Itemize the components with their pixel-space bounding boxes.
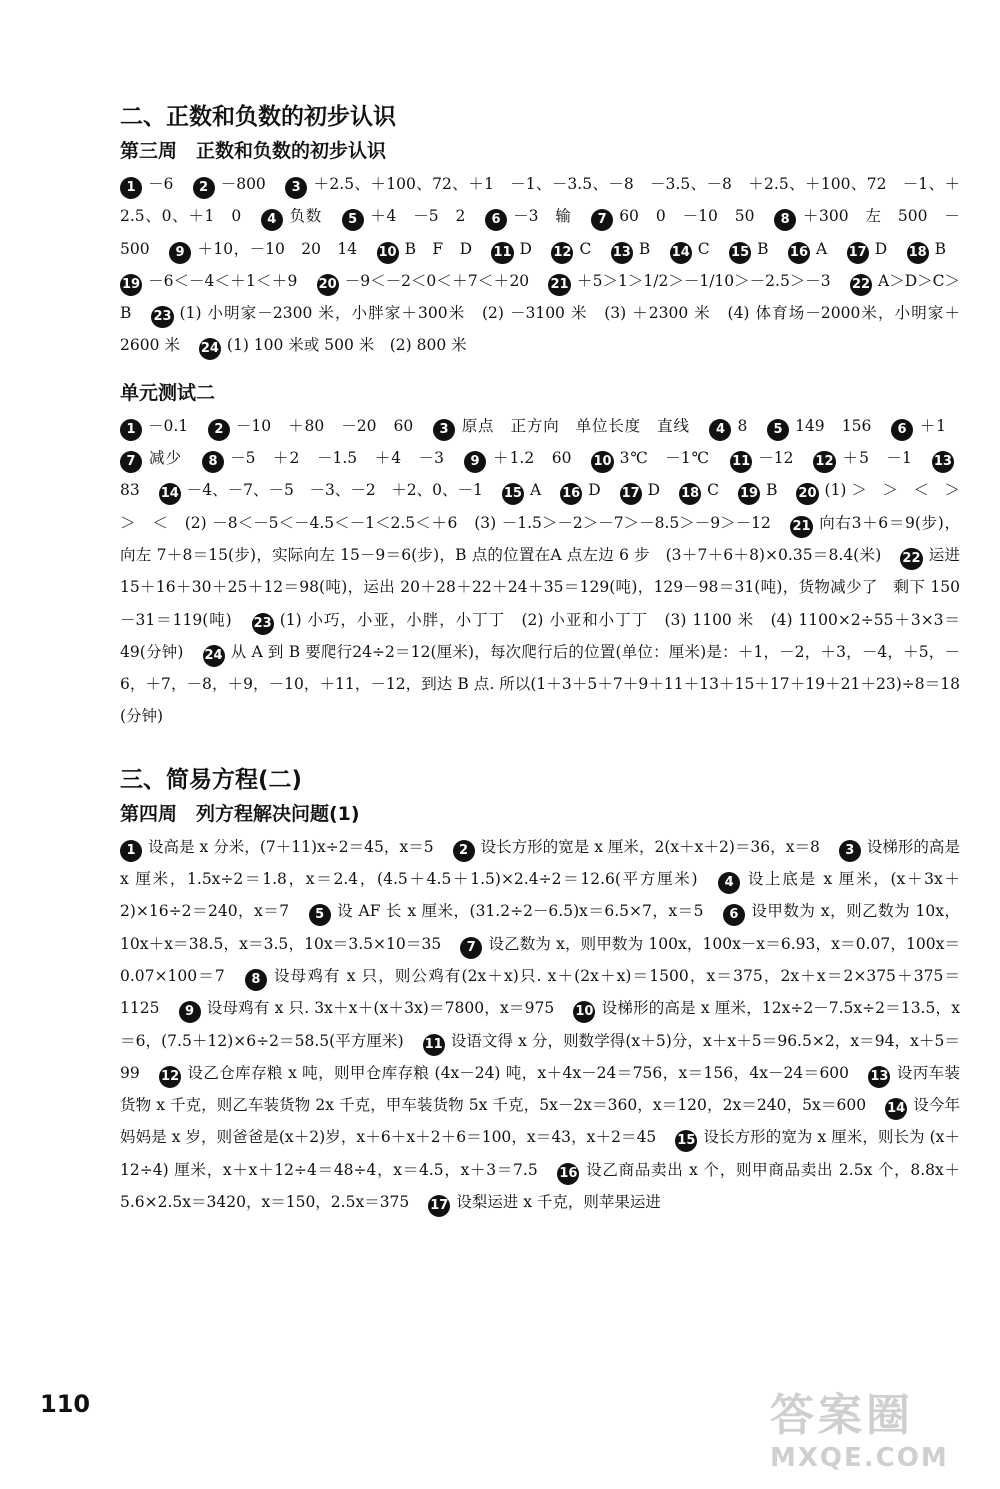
answer-text: 减少 bbox=[148, 449, 183, 468]
answer-text: A bbox=[529, 481, 542, 500]
answer-item bbox=[309, 902, 718, 923]
answer-paragraph bbox=[120, 410, 976, 733]
question-number-badge: 11 bbox=[491, 242, 513, 264]
answer-text: 149 156 bbox=[795, 416, 872, 435]
answer-item bbox=[679, 481, 733, 502]
answer-item bbox=[551, 240, 605, 258]
answer-item bbox=[464, 449, 586, 470]
answer-text: C bbox=[697, 239, 710, 258]
answer-text: 设丙车装货物 x 千克，则乙车装货物 2x 千克，甲车装货物 5x 千克，5x－2x＝360，x＝120，2x＝240，5x＝600 bbox=[120, 1063, 960, 1115]
answer-item bbox=[591, 207, 768, 228]
question-number-badge: 24 bbox=[203, 645, 225, 667]
question-number-badge: 15 bbox=[729, 242, 751, 264]
question-number-badge: 11 bbox=[730, 451, 752, 473]
question-number-badge: 20 bbox=[317, 274, 339, 296]
answer-item bbox=[502, 481, 555, 502]
answer-text: ＋300 左 500 －500 bbox=[120, 207, 960, 258]
question-number-badge: 1 bbox=[120, 840, 142, 862]
answer-item bbox=[591, 449, 724, 470]
answer-item bbox=[611, 240, 664, 258]
answer-text: 设母鸡有 x 只. 3x＋x＋(x＋3x)＝7800，x＝975 bbox=[206, 999, 555, 1018]
answer-text: 60 0 －10 50 bbox=[619, 207, 755, 226]
question-number-badge: 15 bbox=[502, 483, 524, 505]
answer-item bbox=[202, 449, 458, 470]
answer-text: 设梯形的高是 x 厘米，12x÷2－7.5x÷2＝13.5，x＝6，(7.5＋12)×6÷2＝58.5(平方厘米) bbox=[120, 999, 960, 1050]
answer-item bbox=[788, 240, 841, 258]
question-number-badge: 14 bbox=[670, 242, 692, 264]
question-number-badge: 12 bbox=[813, 451, 835, 473]
question-number-badge: 13 bbox=[611, 242, 633, 264]
answer-item bbox=[120, 643, 960, 726]
answer-text: －6＜－4＜＋1＜＋9 bbox=[148, 271, 298, 290]
answer-item bbox=[317, 272, 544, 290]
answer-item bbox=[208, 417, 427, 435]
page-number: 110 bbox=[40, 1390, 91, 1418]
section-title: 二、正数和负数的初步认识 bbox=[120, 104, 396, 130]
question-number-badge: 18 bbox=[679, 483, 701, 505]
answer-item bbox=[491, 240, 546, 258]
answer-text: 设高是 x 分米，(7＋11)x÷2＝45，x＝5 bbox=[148, 837, 434, 856]
question-number-badge: 9 bbox=[464, 451, 486, 473]
answer-text: B bbox=[757, 239, 769, 258]
answer-item bbox=[891, 417, 960, 435]
question-number-badge: 2 bbox=[453, 840, 475, 862]
answer-text: (1) ＞ ＞ ＜ ＞ ＞ ＜ (2) －8＜－5＜－4.5＜－1＜2.5＜＋6 (3) －1.5＞－2＞－7＞－8.5＞－9＞－12 bbox=[120, 481, 976, 532]
answer-text: C bbox=[579, 239, 592, 258]
question-number-badge: 5 bbox=[342, 209, 364, 231]
question-number-badge: 10 bbox=[591, 451, 613, 473]
answer-item bbox=[767, 417, 885, 435]
answer-text: 设甲数为 x，则乙数为 10x，10x＋x＝38.5，x＝3.5，10x＝3.5×10＝35 bbox=[120, 902, 961, 953]
answer-text: 运进 15＋16＋30＋25＋12＝98(吨)，运出 20＋28＋22＋24＋35＝129(吨)，129－98＝31(吨)，货物减少了 剩下 150－31＝119(吨) bbox=[120, 545, 960, 629]
block-heading: 单元测试二 bbox=[120, 381, 216, 404]
block-gap bbox=[120, 362, 960, 376]
answer-text: 设 AF 长 x 厘米，(31.2÷2－6.5)x＝6.5×7，x＝5 bbox=[336, 902, 704, 921]
answer-item bbox=[560, 481, 615, 502]
answer-text: D bbox=[647, 481, 661, 500]
answer-text: 设语文得 x 分，则数学得(x＋5)分，x＋x＋5＝96.5×2，x＝94，x＋5＝99 bbox=[120, 1031, 960, 1082]
answer-text: 设乙仓库存粮 x 吨，则甲仓库存粮 (4x－24) 吨，x＋4x－24＝756，x＝156，4x－24＝600 bbox=[187, 1063, 850, 1082]
question-number-badge: 8 bbox=[774, 209, 796, 231]
answer-item bbox=[485, 207, 585, 228]
answer-text: 负数 bbox=[288, 207, 322, 226]
answer-text: －3 输 bbox=[513, 207, 572, 226]
answer-item bbox=[729, 240, 782, 258]
answer-text: 设梨运进 x 千克，则苹果运进 bbox=[456, 1193, 661, 1212]
answer-text: 3℃ －1℃ bbox=[619, 449, 711, 468]
question-number-badge: 4 bbox=[718, 872, 740, 894]
answer-item bbox=[342, 207, 480, 228]
answer-text: 从 A 到 B 要爬行24÷2＝12(厘米)，每次爬行后的位置(单位：厘米)是：＋1，－2，＋3，－4，＋5，－6，＋7，－8，＋9，－10，＋11，－12，到达 B 点. 所以(1＋3＋5＋7＋9＋11＋13＋15＋17＋19＋21＋23)÷8＝18 (分钟) bbox=[120, 642, 960, 726]
answer-text: ＋2.5、＋100、72、＋1 －1、－3.5、－8 －3.5、－8 ＋2.5、＋100、72 －1、＋2.5、0、＋1 0 bbox=[120, 175, 960, 226]
answer-text: ＋1 bbox=[919, 416, 946, 435]
question-number-badge: 15 bbox=[675, 1130, 697, 1152]
watermark-logo bbox=[770, 1379, 970, 1473]
question-number-badge: 7 bbox=[591, 209, 613, 231]
answer-text: －10 ＋80 －20 60 bbox=[235, 416, 414, 435]
question-number-badge: 16 bbox=[557, 1163, 579, 1185]
answer-text: (1) 小明家－2300 米，小胖家＋300米 (2) －3100 米 (3) ＋2300 米 (4) 体育场－2000米，小明家＋2600 米 bbox=[120, 304, 960, 355]
question-number-badge: 9 bbox=[179, 1001, 201, 1023]
answer-item bbox=[847, 240, 902, 258]
question-number-badge: 5 bbox=[309, 904, 331, 926]
question-number-badge: 13 bbox=[932, 451, 954, 473]
answer-item bbox=[907, 240, 960, 258]
answer-item bbox=[199, 336, 481, 357]
question-number-badge: 2 bbox=[208, 419, 230, 441]
question-number-badge: 18 bbox=[907, 242, 929, 264]
answer-item bbox=[738, 481, 791, 502]
answer-item bbox=[548, 272, 844, 290]
question-number-badge: 17 bbox=[620, 483, 642, 505]
question-number-badge: 17 bbox=[428, 1195, 450, 1217]
section-gap bbox=[120, 733, 960, 763]
question-number-badge: 6 bbox=[891, 419, 913, 441]
question-number-badge: 23 bbox=[151, 306, 173, 328]
question-number-badge: 19 bbox=[738, 483, 760, 505]
question-number-badge: 24 bbox=[199, 338, 221, 360]
question-number-badge: 19 bbox=[120, 274, 142, 296]
question-number-badge: 16 bbox=[788, 242, 810, 264]
question-number-badge: 5 bbox=[767, 419, 789, 441]
answer-text: 设长方形的宽是 x 厘米，2(x＋x＋2)＝36，x＝8 bbox=[480, 837, 820, 856]
question-number-badge: 4 bbox=[261, 209, 283, 231]
question-number-badge: 3 bbox=[433, 419, 455, 441]
question-number-badge: 22 bbox=[850, 274, 872, 296]
question-number-badge: 2 bbox=[193, 177, 215, 199]
answer-text: －12 bbox=[758, 449, 794, 468]
answer-item bbox=[120, 449, 196, 470]
answer-text: B bbox=[766, 481, 778, 500]
question-number-badge: 6 bbox=[723, 904, 745, 926]
question-number-badge: 7 bbox=[120, 451, 142, 473]
answer-text: ＋5 －1 bbox=[841, 449, 912, 468]
block-heading: 第四周 列方程解决问题(1) bbox=[120, 802, 360, 825]
answer-text: B bbox=[638, 239, 651, 258]
answer-text: D bbox=[874, 239, 888, 258]
answer-item bbox=[620, 481, 675, 502]
question-number-badge: 13 bbox=[868, 1066, 890, 1088]
question-number-badge: 7 bbox=[460, 937, 482, 959]
answer-text: B F D bbox=[404, 239, 473, 258]
answer-text: －5 ＋2 －1.5 ＋4 －3 bbox=[230, 449, 445, 468]
answer-text: (1) 小巧，小亚，小胖，小丁丁 (2) 小亚和小丁丁 (3) 1100 米 (4) 1100×2÷55＋3×3＝49(分钟) bbox=[120, 610, 961, 661]
answer-text: (1) 100 米或 500 米 (2) 800 米 bbox=[226, 336, 467, 355]
answer-text: ＋5＞1＞1/2＞－1/10＞－2.5＞－3 bbox=[576, 271, 831, 290]
answer-text: ＋4 －5 2 bbox=[369, 207, 466, 226]
question-number-badge: 14 bbox=[885, 1098, 907, 1120]
answer-item bbox=[179, 999, 569, 1020]
section bbox=[120, 100, 976, 733]
answer-text: 设母鸡有 x 只，则公鸡有(2x＋x)只. x＋(2x＋x)＝1500，x＝375，2x＋x＝2×375＋375＝1125 bbox=[120, 966, 960, 1018]
answer-text: A＞D＞C＞B bbox=[120, 271, 961, 323]
section bbox=[120, 733, 960, 1219]
question-number-badge: 23 bbox=[252, 613, 274, 635]
answer-text: ＋10，－10 20 14 bbox=[197, 239, 358, 258]
question-number-badge: 16 bbox=[560, 483, 582, 505]
answer-item bbox=[120, 175, 187, 193]
answer-text: B bbox=[934, 239, 947, 258]
answer-item bbox=[169, 240, 371, 258]
question-number-badge: 8 bbox=[202, 451, 224, 473]
answer-item bbox=[261, 207, 336, 228]
answer-text: 设乙商品卖出 x 个，则甲商品卖出 2.5x 个，8.8x＋5.6×2.5x＝3420，x＝150，2.5x＝375 bbox=[120, 1160, 960, 1212]
answer-text: ＋1.2 60 bbox=[492, 449, 572, 468]
answer-text: 设梯形的高是 x 厘米，1.5x÷2＝1.8，x＝2.4，(4.5＋4.5＋1.5)×2.4÷2＝12.6(平方厘米) bbox=[120, 837, 960, 889]
answer-text: 设今年妈妈是 x 岁，则爸爸是(x＋2)岁，x＋6＋x＋2＋6＝100，x＝43，x＋2＝45 bbox=[120, 1096, 960, 1147]
answer-text: D bbox=[588, 481, 601, 500]
question-number-badge: 9 bbox=[169, 242, 191, 264]
answer-text: 83 bbox=[120, 481, 140, 500]
answer-item bbox=[730, 449, 807, 470]
question-number-badge: 12 bbox=[159, 1066, 181, 1088]
question-number-badge: 3 bbox=[839, 840, 861, 862]
answer-text: －4、－7、－5 －3、－2 ＋2、0、－1 bbox=[186, 481, 483, 500]
answer-item bbox=[813, 449, 925, 470]
question-number-badge: 12 bbox=[551, 242, 573, 264]
question-number-badge: 1 bbox=[120, 177, 142, 199]
section-title: 三、简易方程(二) bbox=[120, 766, 303, 793]
answer-item bbox=[159, 1064, 863, 1082]
question-number-badge: 6 bbox=[485, 209, 507, 231]
question-number-badge: 21 bbox=[548, 274, 570, 296]
answer-item bbox=[433, 417, 704, 435]
answer-text: －6 bbox=[148, 175, 174, 193]
watermark-top: 答案圈 bbox=[770, 1390, 914, 1441]
answer-item bbox=[453, 838, 834, 856]
question-number-badge: 10 bbox=[573, 1001, 595, 1023]
question-number-badge: 8 bbox=[245, 969, 267, 991]
question-number-badge: 4 bbox=[709, 419, 731, 441]
answer-item bbox=[670, 240, 724, 258]
answer-paragraph bbox=[120, 168, 960, 362]
answer-text: －800 bbox=[220, 175, 266, 193]
answer-text: A bbox=[816, 239, 828, 258]
page-content bbox=[120, 100, 976, 1218]
answer-item bbox=[193, 175, 280, 193]
answer-text: 设上底是 x 厘米，(x＋3x＋2)×16÷2＝240，x＝7 bbox=[120, 870, 960, 921]
question-number-badge: 10 bbox=[377, 242, 399, 264]
answer-item bbox=[428, 1193, 675, 1214]
question-number-badge: 11 bbox=[423, 1034, 445, 1056]
answer-text: －0.1 bbox=[148, 416, 189, 435]
question-number-badge: 20 bbox=[796, 483, 818, 505]
answer-text: D bbox=[519, 239, 532, 258]
question-number-badge: 17 bbox=[847, 242, 869, 264]
answer-item bbox=[159, 481, 497, 502]
answer-text: －9＜－2＜0＜＋7＜＋20 bbox=[344, 271, 530, 290]
answer-text: 8 bbox=[737, 416, 748, 435]
block-heading: 第三周 正数和负数的初步认识 bbox=[120, 140, 387, 162]
answer-paragraph bbox=[120, 831, 960, 1219]
answer-text: 向右3＋6＝9(步)，向左 7＋8＝15(步)，实际向左 15－9＝6(步)，B 点的位置在A 点左边 6 步 (3＋7＋6＋8)×0.35＝8.4(米) bbox=[120, 513, 960, 564]
answer-text: C bbox=[707, 481, 720, 500]
question-number-badge: 1 bbox=[120, 419, 142, 441]
question-number-badge: 14 bbox=[159, 483, 181, 505]
question-number-badge: 22 bbox=[900, 548, 922, 570]
answer-item bbox=[377, 240, 487, 258]
answer-text: 设乙数为 x，则甲数为 100x，100x－x＝6.93，x＝0.07，100x＝0.07×100＝7 bbox=[120, 934, 960, 985]
watermark-bottom: MXQE.COM bbox=[770, 1443, 949, 1473]
question-number-badge: 21 bbox=[790, 516, 812, 538]
answer-item bbox=[120, 417, 202, 435]
answer-item bbox=[120, 838, 448, 856]
answer-text: 原点 正方向 单位长度 直线 bbox=[460, 416, 690, 435]
answer-item bbox=[120, 272, 311, 290]
question-number-badge: 3 bbox=[285, 177, 307, 199]
answer-text: 设长方形的宽为 x 厘米，则长为 (x＋12÷4) 厘米，x＋x＋12÷4＝48÷4，x＝4.5，x＋3＝7.5 bbox=[120, 1128, 960, 1179]
answer-item bbox=[709, 417, 761, 435]
